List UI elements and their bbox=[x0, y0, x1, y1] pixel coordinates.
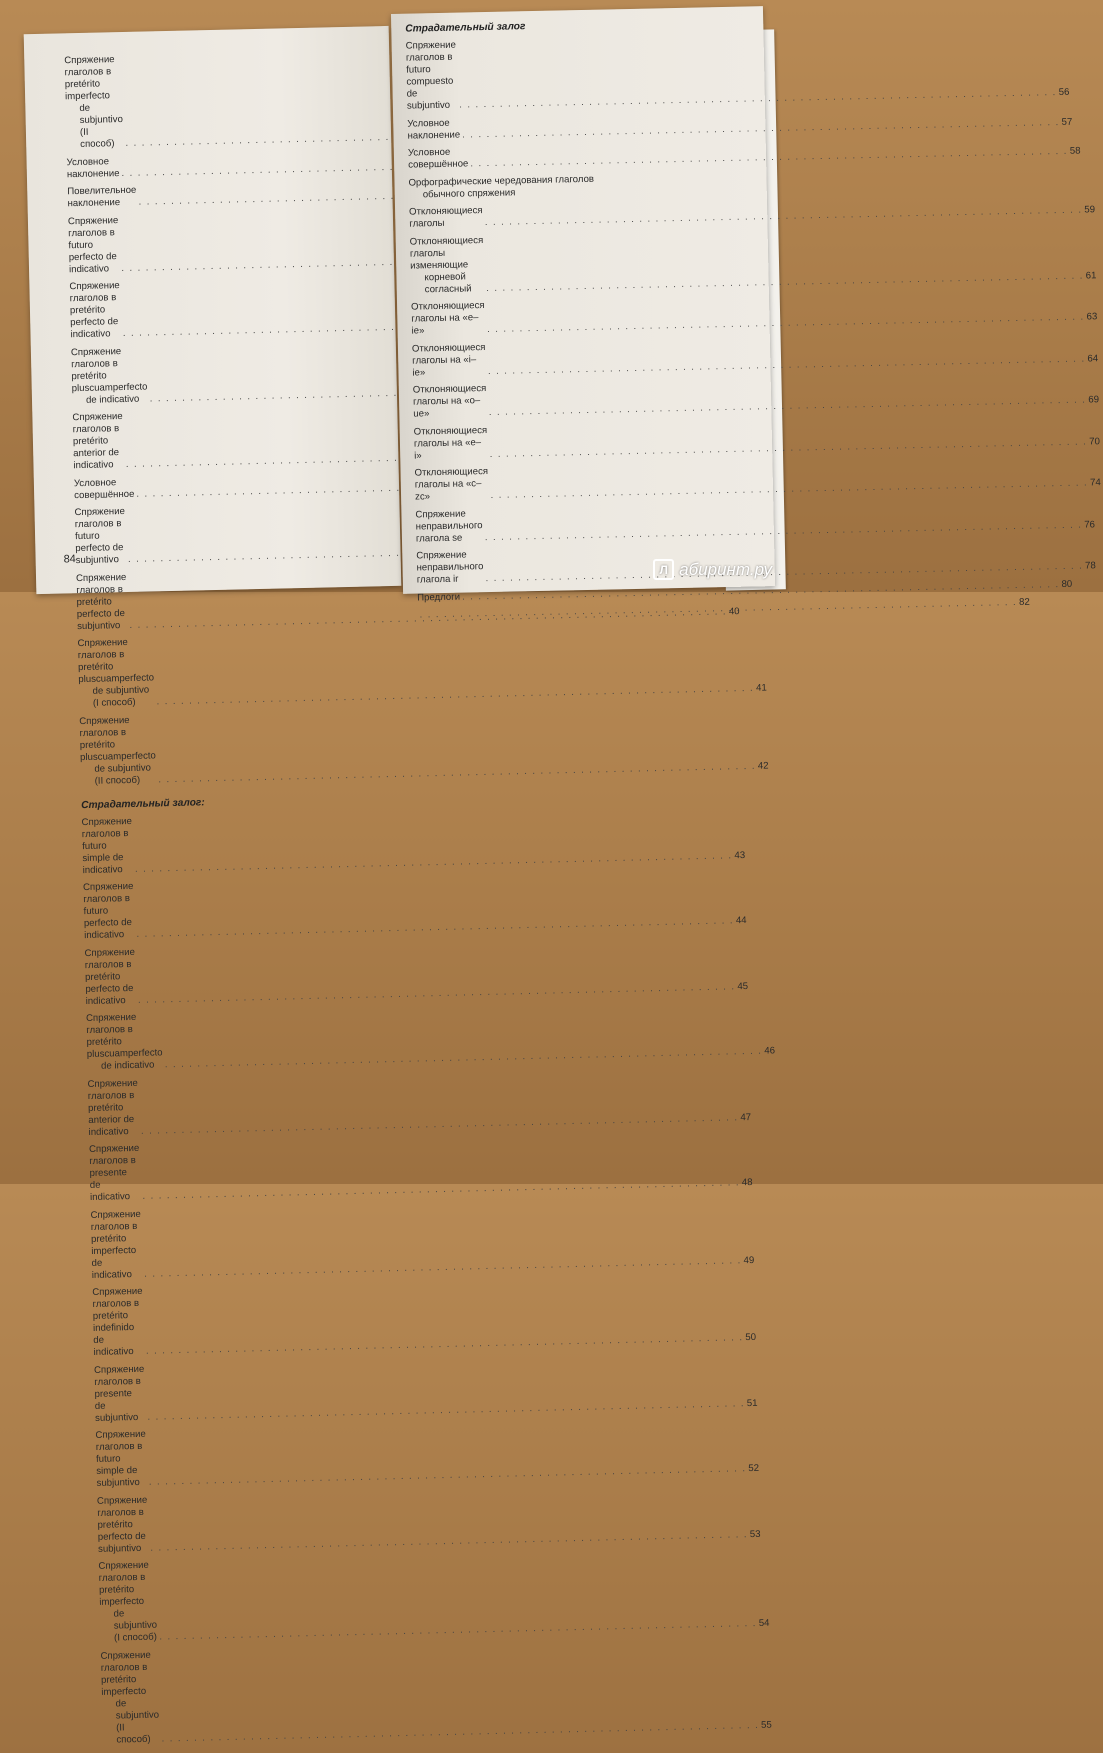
toc-entry-title bbox=[86, 1011, 163, 1073]
toc-page-number: 46 bbox=[764, 1045, 776, 1057]
toc-entry-line1: Спряжение глаголов в futuro perfecto de indicativo bbox=[67, 214, 119, 275]
toc-page-number: 49 bbox=[743, 1254, 755, 1266]
toc-entry bbox=[72, 405, 372, 472]
toc-entry-title bbox=[81, 815, 133, 876]
toc-page-number: 59 bbox=[1084, 204, 1096, 216]
toc-entry-title bbox=[406, 40, 458, 113]
toc-entry-title bbox=[408, 173, 594, 201]
toc-entry-title bbox=[74, 476, 135, 501]
toc-entry-line1: Спряжение глаголов в pretérito perfecto de subjuntivo bbox=[75, 571, 127, 632]
toc-entry-line1: Отклоняющиеся глаголы bbox=[409, 205, 483, 230]
toc-entry-line2: de subjuntivo (II способ) bbox=[94, 762, 152, 787]
toc-leader-dots bbox=[147, 1398, 745, 1424]
toc-entry-line1: Повелительное наклонение bbox=[67, 184, 137, 210]
toc-entry-title bbox=[83, 881, 135, 942]
toc-entry-line1: Предлоги bbox=[417, 591, 461, 604]
toc-entry-title bbox=[67, 185, 137, 211]
right-entries bbox=[405, 34, 1101, 622]
toc-entry-title bbox=[92, 1286, 144, 1359]
toc-leader-dots bbox=[161, 1719, 759, 1745]
toc-page-number: 40 bbox=[728, 605, 740, 617]
toc-entry-title bbox=[79, 714, 156, 788]
toc-entry-line2: de subjuntivo (I способ) bbox=[92, 684, 150, 709]
toc-entry bbox=[69, 274, 369, 341]
toc-page-number: 61 bbox=[1085, 269, 1097, 281]
toc-entry bbox=[67, 179, 366, 210]
toc-entry-title bbox=[72, 411, 124, 472]
toc-page-number: 78 bbox=[1085, 560, 1096, 572]
toc-entry-line1: Спряжение неправильного глагола ir bbox=[416, 549, 484, 586]
toc-page-number: 50 bbox=[745, 1331, 757, 1344]
toc-entry-title bbox=[414, 425, 488, 463]
toc-entry bbox=[408, 170, 744, 201]
toc-entry bbox=[74, 471, 373, 502]
toc-entry-line1: Спряжение глаголов в pretérito perfecto de subjuntivo bbox=[96, 1494, 148, 1555]
toc-page-number: 53 bbox=[749, 1528, 761, 1540]
toc-page-number: 55 bbox=[760, 1719, 772, 1731]
toc-entry-title bbox=[412, 342, 486, 380]
watermark-text: абиринт.ру bbox=[679, 559, 772, 579]
toc-entry bbox=[407, 141, 1081, 172]
toc-leader-dots bbox=[146, 1332, 744, 1358]
toc-page-number: 58 bbox=[1069, 145, 1081, 157]
right-section-title: Страдательный залог bbox=[405, 21, 526, 35]
left-section-entries bbox=[81, 810, 776, 1747]
toc-page-number: 43 bbox=[734, 849, 746, 861]
toc-page-number: 74 bbox=[1089, 477, 1101, 489]
toc-entry-line1: Спряжение глаголов в pretérito indefinido de indicativo bbox=[92, 1285, 143, 1358]
toc-leader-dots bbox=[165, 1046, 763, 1072]
toc-entry-title bbox=[410, 235, 485, 297]
toc-entry bbox=[410, 295, 1098, 338]
toc-entry bbox=[412, 378, 1100, 421]
toc-entry-line1: Спряжение глаголов в futuro compuesto de subjuntivo bbox=[405, 39, 457, 112]
toc-entry-line1: Отклоняющиеся глаголы на «c–zc» bbox=[414, 466, 489, 503]
toc-entry bbox=[405, 34, 1070, 113]
toc-entry-title bbox=[100, 1649, 159, 1746]
toc-entry-line1: Условное совершённое bbox=[73, 476, 135, 501]
toc-entry-line1: Условное наклонение bbox=[407, 117, 461, 142]
toc-leader-dots bbox=[158, 760, 756, 786]
toc-leader-dots bbox=[485, 205, 1083, 230]
toc-entry bbox=[98, 1554, 770, 1645]
toc-page-number: 70 bbox=[1089, 435, 1100, 447]
toc-page-number: 80 bbox=[1061, 578, 1073, 590]
toc-page-number: 47 bbox=[740, 1111, 752, 1123]
toc-entry-line1: Отклоняющиеся глаголы на «e–ie» bbox=[410, 300, 485, 337]
toc-entry-line1: Спряжение глаголов в pretérito perfecto de indicativo bbox=[69, 280, 120, 341]
toc-entry bbox=[414, 461, 1101, 504]
toc-entry-line2: обычного спряжения bbox=[422, 186, 516, 200]
toc-entry bbox=[74, 500, 374, 567]
toc-entry-line1: Условное совершённое bbox=[407, 146, 469, 171]
toc-leader-dots bbox=[486, 270, 1084, 295]
toc-leader-dots bbox=[488, 353, 1086, 378]
toc-entry-line1: Спряжение глаголов в pretérito anterior de indicativo bbox=[87, 1077, 138, 1138]
toc-entry bbox=[409, 200, 1096, 231]
toc-entry-line1: Спряжение глаголов в pretérito perfecto de indicativo bbox=[84, 946, 135, 1007]
watermark bbox=[653, 559, 772, 580]
toc-page-number: 54 bbox=[758, 1617, 770, 1629]
toc-entry-line1: Спряжение глаголов в pretérito pluscuamperfecto bbox=[70, 345, 148, 394]
toc-page-number: 45 bbox=[737, 980, 749, 992]
toc-entry bbox=[77, 631, 767, 710]
toc-entry-title bbox=[98, 1560, 157, 1645]
toc-leader-dots bbox=[459, 87, 1057, 112]
toc-entry-title bbox=[408, 146, 469, 171]
toc-entry-line1: Спряжение глаголов в futuro simple de indicativo bbox=[81, 815, 132, 876]
toc-leader-dots bbox=[144, 1255, 742, 1281]
right-page bbox=[391, 6, 1101, 608]
toc-entry-title bbox=[417, 591, 460, 604]
toc-entry bbox=[64, 49, 365, 152]
toc-leader-dots bbox=[490, 477, 1088, 502]
toc-entry-line2: de subjuntivo (I способ) bbox=[113, 1608, 158, 1644]
toc-entry-title bbox=[411, 300, 485, 338]
toc-entry-line1: Отклоняющиеся глаголы на «i–ie» bbox=[411, 341, 486, 379]
toc-leader-dots bbox=[138, 981, 736, 1007]
toc-entry-line1: Отклоняющиеся глаголы на «o–ue» bbox=[412, 383, 487, 420]
toc-entry bbox=[93, 1358, 758, 1425]
toc-entry bbox=[82, 875, 747, 942]
toc-entry-title bbox=[71, 345, 148, 407]
toc-entry-line1: Орфографические чередования глаголов bbox=[408, 173, 595, 189]
toc-entry-line1: Спряжение глаголов в pretérito pluscuamperfecto bbox=[79, 714, 156, 763]
toc-entry bbox=[100, 1644, 772, 1747]
toc-entry-title bbox=[95, 1429, 147, 1490]
toc-page-number: 48 bbox=[741, 1176, 753, 1189]
toc-entry-line1: Отклоняющиеся глаголы изменяющие bbox=[409, 234, 484, 272]
toc-entry-line1: Спряжение глаголов в futuro perfecto de subjuntivo bbox=[74, 506, 125, 567]
toc-entry bbox=[81, 810, 746, 877]
toc-entry-title bbox=[68, 215, 120, 276]
labirint-logo-icon: Л bbox=[653, 559, 674, 580]
toc-entry-line1: Условное наклонение bbox=[66, 155, 120, 180]
toc-entry-title bbox=[90, 1208, 142, 1281]
toc-entry bbox=[84, 941, 749, 1008]
toc-entry-line2: de subjuntivo (II способ) bbox=[115, 1697, 160, 1746]
toc-entry-title bbox=[413, 383, 487, 421]
toc-page-number: 42 bbox=[757, 760, 769, 772]
toc-page-number: 56 bbox=[1058, 86, 1070, 98]
toc-leader-dots bbox=[489, 394, 1087, 419]
toc-leader-dots bbox=[487, 312, 1085, 337]
toc-leader-dots bbox=[149, 1463, 747, 1489]
toc-entry bbox=[96, 1489, 761, 1556]
toc-entry bbox=[409, 229, 1097, 296]
toc-page-number: 76 bbox=[1084, 518, 1096, 531]
toc-entry bbox=[413, 419, 1100, 462]
toc-entry-line1: Спряжение глаголов в presente de indicativo bbox=[88, 1142, 140, 1204]
toc-entry bbox=[87, 1072, 752, 1139]
toc-leader-dots bbox=[150, 1529, 748, 1555]
toc-page-number: 69 bbox=[1088, 394, 1100, 406]
toc-entry bbox=[85, 1006, 776, 1073]
toc-entry-line1: Спряжение глаголов в presente de subjuntivo bbox=[93, 1363, 145, 1424]
toc-entry-title bbox=[66, 156, 119, 181]
toc-entry-title bbox=[94, 1363, 146, 1424]
toc-leader-dots bbox=[135, 850, 733, 876]
toc-entry-line1: Спряжение глаголов в futuro simple de subjuntivo bbox=[95, 1428, 146, 1489]
toc-entry-line2: de indicativo bbox=[101, 1059, 155, 1072]
toc-leader-dots bbox=[141, 1112, 739, 1138]
toc-entry-title bbox=[87, 1077, 139, 1138]
toc-entry-title bbox=[69, 280, 121, 341]
toc-page-number: 51 bbox=[746, 1397, 758, 1409]
toc-page-number: 52 bbox=[748, 1462, 760, 1475]
toc-entry-line1: Спряжение глаголов в pretérito imperfecto bbox=[98, 1559, 149, 1608]
toc-entry-line2: корневой согласный bbox=[424, 270, 472, 295]
left-section-title: Страдательный залог: bbox=[81, 796, 205, 811]
toc-leader-dots bbox=[156, 683, 754, 709]
toc-page-number: 41 bbox=[755, 682, 767, 694]
toc-entry bbox=[68, 209, 368, 276]
toc-entry-title bbox=[77, 636, 154, 710]
toc-entry-title bbox=[76, 572, 128, 633]
toc-entry-line1: Спряжение глаголов в pretérito pluscuamperfecto bbox=[85, 1011, 163, 1061]
toc-leader-dots bbox=[462, 116, 1060, 141]
toc-leader-dots bbox=[159, 1618, 757, 1644]
toc-entry bbox=[90, 1203, 755, 1282]
toc-entry-title bbox=[74, 506, 126, 567]
toc-entry bbox=[95, 1423, 760, 1490]
toc-entry-line1: Спряжение глаголов в pretérito pluscuamperfecto bbox=[77, 637, 155, 686]
toc-page-number: 63 bbox=[1086, 311, 1098, 323]
toc-entry bbox=[415, 502, 1096, 545]
toc-entry-line1: Отклоняющиеся глаголы на «e–i» bbox=[413, 424, 488, 462]
right-toc bbox=[391, 16, 1101, 627]
toc-entry-line2: de subjuntivo (II способ) bbox=[79, 102, 123, 150]
toc-entry-line1: Спряжение глаголов в pretérito anterior de indicativo bbox=[72, 411, 123, 472]
toc-entry bbox=[92, 1280, 757, 1359]
toc-entry-line1: Спряжение глаголов в pretérito imperfecto bbox=[64, 54, 115, 103]
toc-entry bbox=[79, 709, 769, 788]
toc-entry-line1: Спряжение глаголов в futuro perfecto de indicativo bbox=[82, 880, 134, 942]
toc-entry-line1: Спряжение глаголов в pretérito imperfecto de indicativo bbox=[90, 1208, 141, 1281]
toc-entry-title bbox=[414, 466, 488, 504]
toc-leader-dots bbox=[136, 915, 734, 941]
page-number: 84 bbox=[63, 553, 77, 566]
toc-entry bbox=[71, 340, 371, 407]
toc-entry-title bbox=[407, 117, 460, 142]
toc-entry bbox=[407, 111, 1073, 142]
toc-entry-line1: Спряжение неправильного глагола se bbox=[415, 508, 483, 545]
toc-page-number: 82 bbox=[1018, 596, 1030, 608]
toc-entry-title bbox=[416, 549, 484, 586]
toc-entry-title bbox=[97, 1494, 149, 1555]
toc-leader-dots bbox=[490, 436, 1088, 461]
toc-entry-title bbox=[409, 205, 483, 231]
toc-page-number: 57 bbox=[1061, 116, 1073, 128]
toc-entry-title bbox=[84, 946, 136, 1007]
toc-entry-title bbox=[89, 1143, 141, 1204]
toc-page-number: 64 bbox=[1087, 352, 1099, 364]
toc-entry-title bbox=[415, 508, 483, 545]
toc-leader-dots bbox=[142, 1177, 740, 1203]
toc-page-number: 44 bbox=[735, 915, 747, 927]
toc-entry-line1: Спряжение глаголов в pretérito imperfecto bbox=[100, 1649, 151, 1698]
toc-entry bbox=[66, 150, 365, 181]
toc-entry bbox=[411, 336, 1099, 379]
toc-entry-title bbox=[64, 54, 123, 151]
toc-entry-line2: de indicativo bbox=[85, 393, 140, 406]
toc-entry bbox=[88, 1137, 753, 1204]
